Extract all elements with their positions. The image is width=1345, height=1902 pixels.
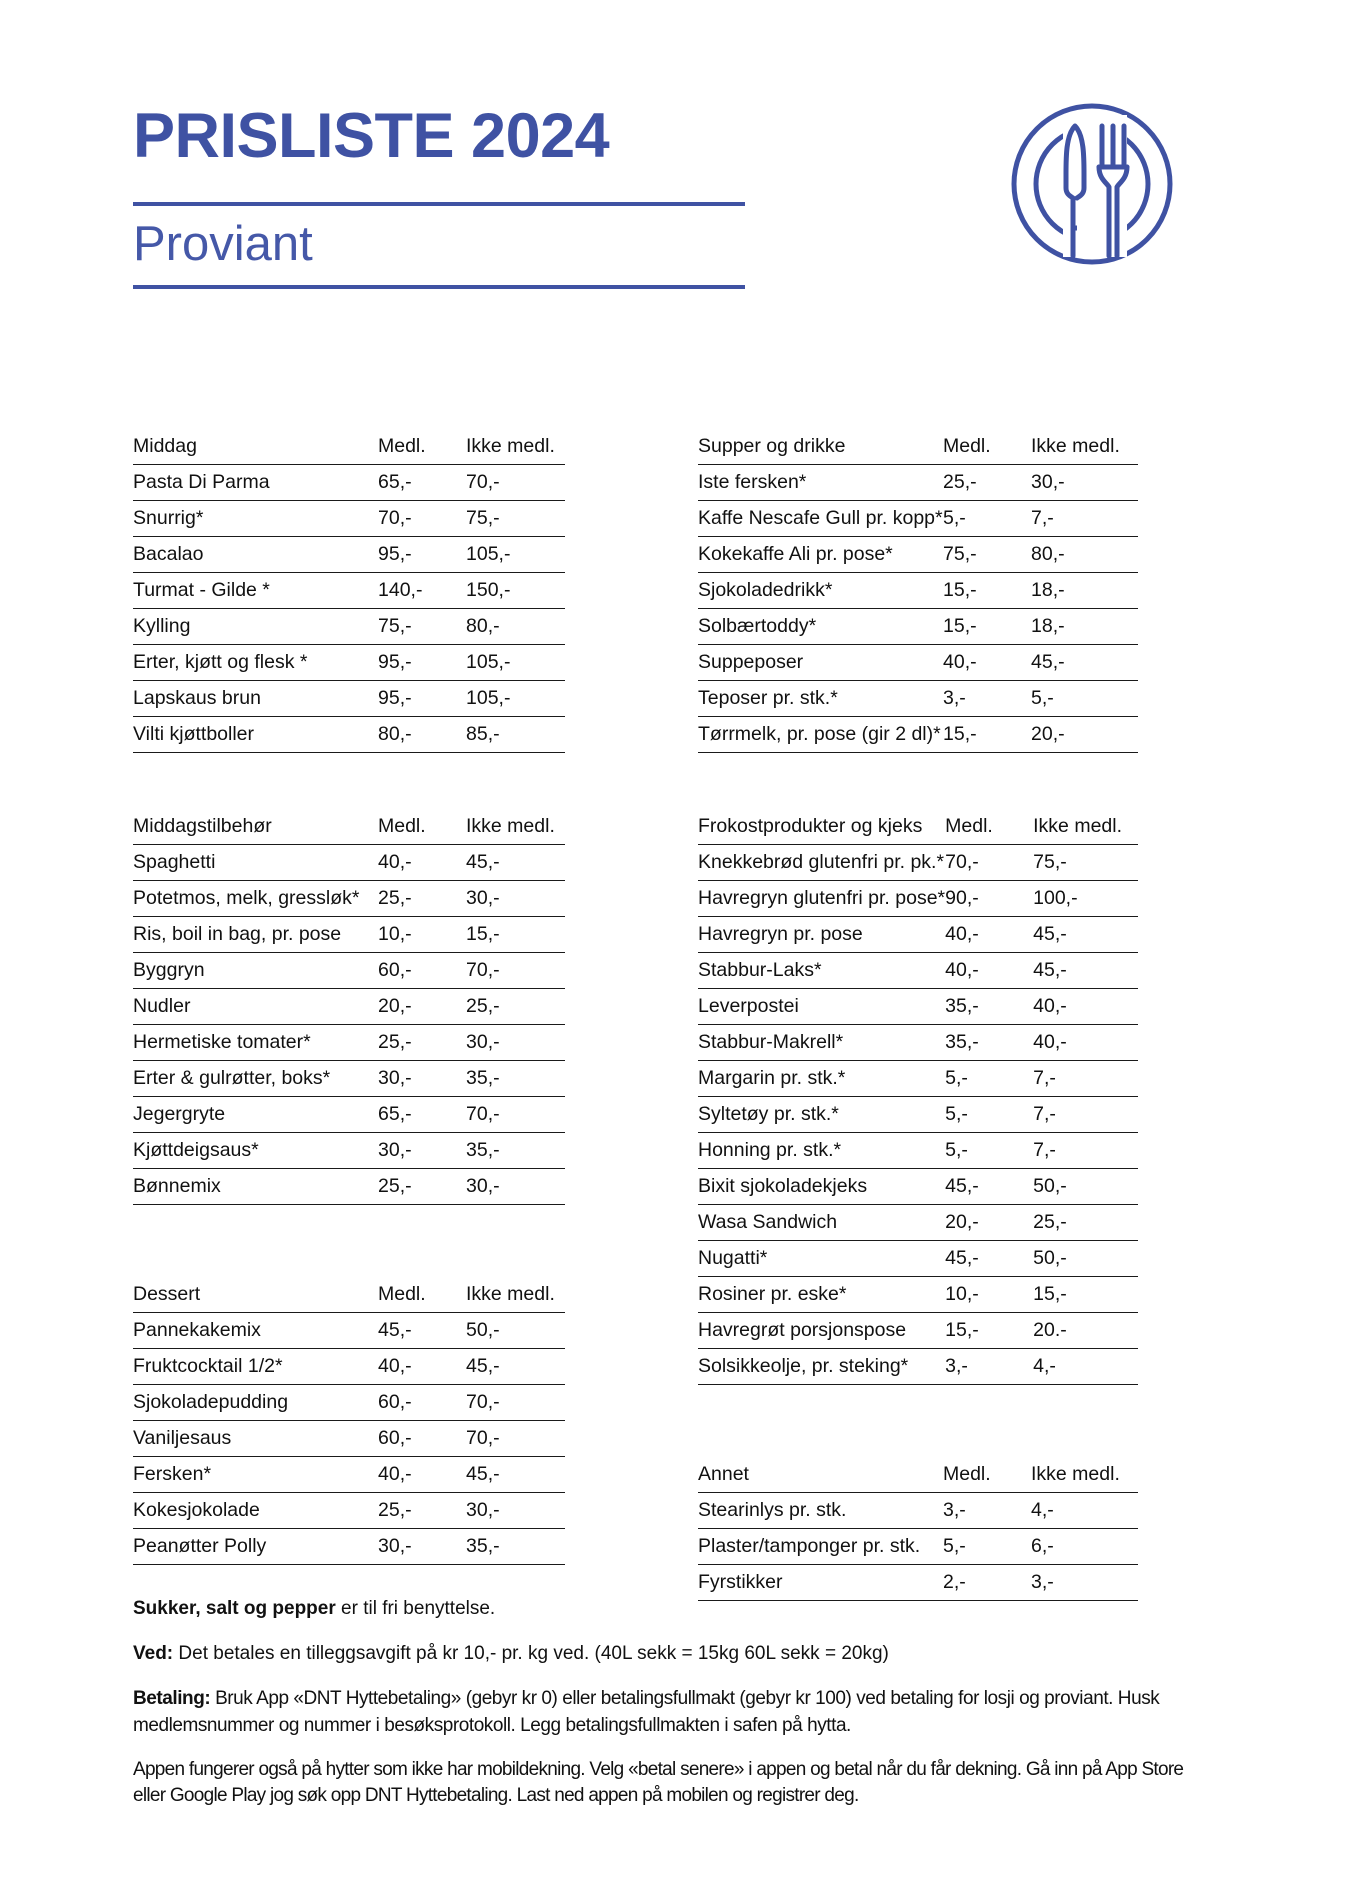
price-member: 70,-: [378, 501, 466, 537]
column-header-ikke-medl: Ikke medl.: [1033, 815, 1138, 845]
price-non-member: 45,-: [466, 1349, 565, 1385]
price-member: 10,-: [945, 1277, 1033, 1313]
item-name: Kylling: [133, 609, 378, 645]
price-non-member: 35,-: [466, 1529, 565, 1565]
price-non-member: 30,-: [466, 1169, 565, 1205]
table-annet: [698, 1463, 1138, 1601]
price-member: 75,-: [378, 609, 466, 645]
price-member: 40,-: [378, 1457, 466, 1493]
price-member: 3,-: [943, 1493, 1031, 1529]
item-name: Sjokoladedrikk*: [698, 573, 943, 609]
column-header-ikke-medl: Ikke medl.: [466, 1283, 565, 1313]
table-row: [698, 645, 1138, 681]
price-non-member: 20,-: [1031, 717, 1138, 753]
item-name: Solsikkeolje, pr. steking*: [698, 1349, 945, 1385]
table-row: [698, 1493, 1138, 1529]
price-member: 15,-: [943, 609, 1031, 645]
price-non-member: 40,-: [1033, 989, 1138, 1025]
table-spacer: [698, 1385, 1138, 1463]
table-row: [133, 573, 565, 609]
price-non-member: 45,-: [1033, 917, 1138, 953]
table-row: [133, 1313, 565, 1349]
price-non-member: 7,-: [1033, 1097, 1138, 1133]
table-row: [698, 1169, 1138, 1205]
column-header-medl: Medl.: [378, 815, 466, 845]
item-name: Peanøtter Polly: [133, 1529, 378, 1565]
left-table-column: [133, 435, 565, 1565]
table-row: [698, 1277, 1138, 1313]
price-member: 95,-: [378, 537, 466, 573]
price-non-member: 5,-: [1031, 681, 1138, 717]
price-non-member: 30,-: [466, 1025, 565, 1061]
price-non-member: 80,-: [466, 609, 565, 645]
column-header-ikke-medl: Ikke medl.: [1031, 1463, 1138, 1493]
price-member: 25,-: [378, 1493, 466, 1529]
price-member: 45,-: [945, 1241, 1033, 1277]
column-header-ikke-medl: Ikke medl.: [466, 815, 565, 845]
note-free-items-strong: Sukker, salt og pepper: [133, 1598, 336, 1619]
price-member: 35,-: [945, 989, 1033, 1025]
price-non-member: 30,-: [466, 1493, 565, 1529]
price-member: 30,-: [378, 1529, 466, 1565]
table-row: [133, 917, 565, 953]
price-member: 5,-: [945, 1097, 1033, 1133]
note-free-items-rest: er til fri benyttelse.: [335, 1598, 496, 1619]
price-non-member: 7,-: [1031, 501, 1138, 537]
price-member: 40,-: [945, 917, 1033, 953]
item-name: Jegergryte: [133, 1097, 378, 1133]
price-non-member: 4,-: [1031, 1493, 1138, 1529]
table-row: [133, 1025, 565, 1061]
table-spacer: [698, 753, 1138, 815]
item-name: Bixit sjokoladekjeks: [698, 1169, 945, 1205]
item-name: Erter & gulrøtter, boks*: [133, 1061, 378, 1097]
table-row: [133, 953, 565, 989]
table-row: [698, 881, 1138, 917]
item-name: Potetmos, melk, gressløk*: [133, 881, 378, 917]
price-non-member: 35,-: [466, 1061, 565, 1097]
item-name: Vilti kjøttboller: [133, 717, 378, 753]
table-row: [133, 989, 565, 1025]
price-member: 5,-: [943, 1529, 1031, 1565]
item-name: Bacalao: [133, 537, 378, 573]
table-title: Dessert: [133, 1283, 378, 1313]
price-non-member: 25,-: [1033, 1205, 1138, 1241]
table-row: [133, 1097, 565, 1133]
footer-notes: [133, 1596, 1213, 1809]
price-non-member: 70,-: [466, 1421, 565, 1457]
table-row: [698, 609, 1138, 645]
item-name: Leverpostei: [698, 989, 945, 1025]
item-name: Fruktcocktail 1/2*: [133, 1349, 378, 1385]
price-non-member: 50,-: [466, 1313, 565, 1349]
table-row: [133, 1457, 565, 1493]
table-spacer: [133, 1205, 565, 1283]
price-non-member: 80,-: [1031, 537, 1138, 573]
item-name: Honning pr. stk.*: [698, 1133, 945, 1169]
item-name: Suppeposer: [698, 645, 943, 681]
page-subtitle: Proviant: [133, 217, 313, 271]
price-member: 25,-: [943, 465, 1031, 501]
table-spacer: [133, 753, 565, 815]
price-non-member: 30,-: [466, 881, 565, 917]
price-table-supper-og-drikke: [698, 435, 1138, 753]
note-firewood: [133, 1641, 1213, 1667]
table-header-row: [698, 435, 1138, 465]
price-non-member: 70,-: [466, 1097, 565, 1133]
table-row: [698, 1133, 1138, 1169]
note-payment: [133, 1686, 1213, 1738]
item-name: Havregrøt porsjonspose: [698, 1313, 945, 1349]
table-row: [698, 953, 1138, 989]
price-member: 5,-: [943, 501, 1031, 537]
table-row: [133, 1133, 565, 1169]
price-member: 90,-: [945, 881, 1033, 917]
table-row: [133, 609, 565, 645]
table-row: [698, 1349, 1138, 1385]
item-name: Plaster/tamponger pr. stk.: [698, 1529, 943, 1565]
price-member: 40,-: [378, 1349, 466, 1385]
note-payment-rest: Bruk App «DNT Hyttebetaling» (gebyr kr 0) eller betalingsfullmakt (gebyr kr 100) ved betaling for losji og proviant. Husk medlemsnummer og nummer i besøksprotokoll. Legg betalingsfullmakten i safen på hytta.: [133, 1688, 1160, 1736]
price-member: 60,-: [378, 1421, 466, 1457]
price-member: 95,-: [378, 645, 466, 681]
price-member: 45,-: [945, 1169, 1033, 1205]
price-non-member: 70,-: [466, 1385, 565, 1421]
table-header-row: [698, 1463, 1138, 1493]
price-member: 2,-: [943, 1565, 1031, 1601]
price-non-member: 70,-: [466, 465, 565, 501]
note-app: Appen fungerer også på hytter som ikke har mobildekning. Velg «betal senere» i appen og betal når du får dekning. Gå inn på App Store eller Google Play jog søk opp DNT Hyttebetaling. Last ned appen på mobilen og registrer deg.: [133, 1758, 1184, 1807]
item-name: Margarin pr. stk.*: [698, 1061, 945, 1097]
price-non-member: 18,-: [1031, 609, 1138, 645]
price-non-member: 85,-: [466, 717, 565, 753]
table-row: [133, 681, 565, 717]
price-member: 5,-: [945, 1133, 1033, 1169]
table-row: [698, 1025, 1138, 1061]
table-frokostprodukter-og-kjeks: [698, 815, 1138, 1385]
price-member: 65,-: [378, 1097, 466, 1133]
item-name: Lapskaus brun: [133, 681, 378, 717]
subtitle-divider: [133, 285, 745, 289]
page-title: PRISLISTE 2024: [133, 101, 610, 171]
table-row: [133, 1169, 565, 1205]
table-row: [698, 1313, 1138, 1349]
table-row: [698, 465, 1138, 501]
price-non-member: 35,-: [466, 1133, 565, 1169]
item-name: Tørrmelk, pr. pose (gir 2 dl)*: [698, 717, 943, 753]
table-title: Supper og drikke: [698, 435, 943, 465]
column-header-ikke-medl: Ikke medl.: [466, 435, 565, 465]
table-row: [698, 989, 1138, 1025]
column-header-medl: Medl.: [945, 815, 1033, 845]
price-non-member: 20.-: [1033, 1313, 1138, 1349]
price-member: 20,-: [945, 1205, 1033, 1241]
item-name: Turmat - Gilde *: [133, 573, 378, 609]
price-member: 3,-: [943, 681, 1031, 717]
table-row: [133, 1421, 565, 1457]
price-non-member: 70,-: [466, 953, 565, 989]
table-row: [133, 1349, 565, 1385]
item-name: Byggryn: [133, 953, 378, 989]
column-header-ikke-medl: Ikke medl.: [1031, 435, 1138, 465]
price-non-member: 7,-: [1033, 1133, 1138, 1169]
item-name: Havregryn pr. pose: [698, 917, 945, 953]
price-non-member: 45,-: [1031, 645, 1138, 681]
column-header-medl: Medl.: [943, 435, 1031, 465]
column-header-medl: Medl.: [378, 435, 466, 465]
table-row: [133, 645, 565, 681]
price-member: 10,-: [378, 917, 466, 953]
price-member: 65,-: [378, 465, 466, 501]
table-header-row: [133, 1283, 565, 1313]
column-header-medl: Medl.: [943, 1463, 1031, 1493]
price-table-annet: [698, 1463, 1138, 1601]
price-non-member: 100,-: [1033, 881, 1138, 917]
price-non-member: 30,-: [1031, 465, 1138, 501]
table-row: [133, 465, 565, 501]
price-member: 80,-: [378, 717, 466, 753]
price-member: 15,-: [943, 573, 1031, 609]
table-row: [698, 917, 1138, 953]
table-row: [698, 717, 1138, 753]
price-non-member: 105,-: [466, 645, 565, 681]
price-table-middagstilbehor: [133, 815, 565, 1205]
table-middagstilbehor: [133, 815, 565, 1205]
item-name: Fyrstikker: [698, 1565, 943, 1601]
price-member: 40,-: [945, 953, 1033, 989]
table-row: [133, 1385, 565, 1421]
table-dessert: [133, 1283, 565, 1565]
price-member: 20,-: [378, 989, 466, 1025]
table-supper-og-drikke: [698, 435, 1138, 753]
price-member: 25,-: [378, 881, 466, 917]
item-name: Kokekaffe Ali pr. pose*: [698, 537, 943, 573]
table-middag: [133, 435, 565, 753]
price-table-frokostprodukter-og-kjeks: [698, 815, 1138, 1385]
price-non-member: 150,-: [466, 573, 565, 609]
price-member: 60,-: [378, 1385, 466, 1421]
table-row: [133, 717, 565, 753]
price-member: 60,-: [378, 953, 466, 989]
price-non-member: 3,-: [1031, 1565, 1138, 1601]
table-title: Frokostprodukter og kjeks: [698, 815, 945, 845]
table-row: [133, 501, 565, 537]
item-name: Sjokoladepudding: [133, 1385, 378, 1421]
price-member: 45,-: [378, 1313, 466, 1349]
price-non-member: 25,-: [466, 989, 565, 1025]
item-name: Rosiner pr. eske*: [698, 1277, 945, 1313]
table-row: [698, 845, 1138, 881]
price-non-member: 18,-: [1031, 573, 1138, 609]
column-header-medl: Medl.: [378, 1283, 466, 1313]
table-row: [698, 1097, 1138, 1133]
right-table-column: [698, 435, 1138, 1601]
price-non-member: 6,-: [1031, 1529, 1138, 1565]
price-member: 5,-: [945, 1061, 1033, 1097]
price-non-member: 75,-: [466, 501, 565, 537]
price-member: 75,-: [943, 537, 1031, 573]
item-name: Spaghetti: [133, 845, 378, 881]
item-name: Wasa Sandwich: [698, 1205, 945, 1241]
price-non-member: 50,-: [1033, 1241, 1138, 1277]
price-non-member: 75,-: [1033, 845, 1138, 881]
item-name: Erter, kjøtt og flesk *: [133, 645, 378, 681]
table-title: Annet: [698, 1463, 943, 1493]
note-firewood-rest: Det betales en tilleggsavgift på kr 10,- pr. kg ved. (40L sekk = 15kg 60L sekk = 20kg): [173, 1643, 889, 1665]
price-member: 15,-: [945, 1313, 1033, 1349]
table-row: [133, 845, 565, 881]
table-header-row: [698, 815, 1138, 845]
table-row: [133, 1529, 565, 1565]
price-non-member: 45,-: [466, 1457, 565, 1493]
item-name: Snurrig*: [133, 501, 378, 537]
price-table-dessert: [133, 1283, 565, 1565]
price-member: 40,-: [943, 645, 1031, 681]
item-name: Syltetøy pr. stk.*: [698, 1097, 945, 1133]
item-name: Havregryn glutenfri pr. pose*: [698, 881, 945, 917]
item-name: Bønnemix: [133, 1169, 378, 1205]
note-payment-strong: Betaling:: [133, 1688, 211, 1710]
price-member: 95,-: [378, 681, 466, 717]
item-name: Ris, boil in bag, pr. pose: [133, 917, 378, 953]
table-row: [133, 537, 565, 573]
table-row: [698, 1205, 1138, 1241]
table-header-row: [133, 435, 565, 465]
price-member: 35,-: [945, 1025, 1033, 1061]
price-non-member: 15,-: [466, 917, 565, 953]
table-row: [698, 681, 1138, 717]
price-member: 25,-: [378, 1025, 466, 1061]
table-row: [698, 501, 1138, 537]
item-name: Vaniljesaus: [133, 1421, 378, 1457]
note-free-items: [133, 1596, 1213, 1622]
item-name: Stearinlys pr. stk.: [698, 1493, 943, 1529]
table-title: Middagstilbehør: [133, 815, 378, 845]
price-member: 140,-: [378, 573, 466, 609]
item-name: Nudler: [133, 989, 378, 1025]
price-non-member: 105,-: [466, 537, 565, 573]
note-firewood-strong: Ved:: [133, 1643, 174, 1665]
price-member: 25,-: [378, 1169, 466, 1205]
price-non-member: 50,-: [1033, 1169, 1138, 1205]
table-title: Middag: [133, 435, 378, 465]
item-name: Knekkebrød glutenfri pr. pk.*: [698, 845, 945, 881]
price-non-member: 45,-: [466, 845, 565, 881]
price-non-member: 45,-: [1033, 953, 1138, 989]
table-row: [133, 1061, 565, 1097]
item-name: Kjøttdeigsaus*: [133, 1133, 378, 1169]
price-member: 30,-: [378, 1061, 466, 1097]
item-name: Teposer pr. stk.*: [698, 681, 943, 717]
item-name: Iste fersken*: [698, 465, 943, 501]
item-name: Pannekakemix: [133, 1313, 378, 1349]
table-row: [698, 537, 1138, 573]
table-header-row: [133, 815, 565, 845]
table-row: [133, 881, 565, 917]
table-row: [133, 1493, 565, 1529]
price-table-middag: [133, 435, 565, 753]
price-non-member: 4,-: [1033, 1349, 1138, 1385]
price-member: 40,-: [378, 845, 466, 881]
item-name: Kaffe Nescafe Gull pr. kopp*: [698, 501, 943, 537]
price-member: 15,-: [943, 717, 1031, 753]
price-non-member: 7,-: [1033, 1061, 1138, 1097]
plate-knife-fork-icon: [1003, 95, 1181, 273]
table-row: [698, 1529, 1138, 1565]
item-name: Nugatti*: [698, 1241, 945, 1277]
table-row: [698, 573, 1138, 609]
item-name: Solbærtoddy*: [698, 609, 943, 645]
price-member: 30,-: [378, 1133, 466, 1169]
item-name: Stabbur-Laks*: [698, 953, 945, 989]
item-name: Kokesjokolade: [133, 1493, 378, 1529]
table-row: [698, 1061, 1138, 1097]
table-row: [698, 1241, 1138, 1277]
price-member: 70,-: [945, 845, 1033, 881]
price-non-member: 15,-: [1033, 1277, 1138, 1313]
price-member: 3,-: [945, 1349, 1033, 1385]
price-non-member: 105,-: [466, 681, 565, 717]
item-name: Fersken*: [133, 1457, 378, 1493]
item-name: Hermetiske tomater*: [133, 1025, 378, 1061]
item-name: Stabbur-Makrell*: [698, 1025, 945, 1061]
item-name: Pasta Di Parma: [133, 465, 378, 501]
price-non-member: 40,-: [1033, 1025, 1138, 1061]
